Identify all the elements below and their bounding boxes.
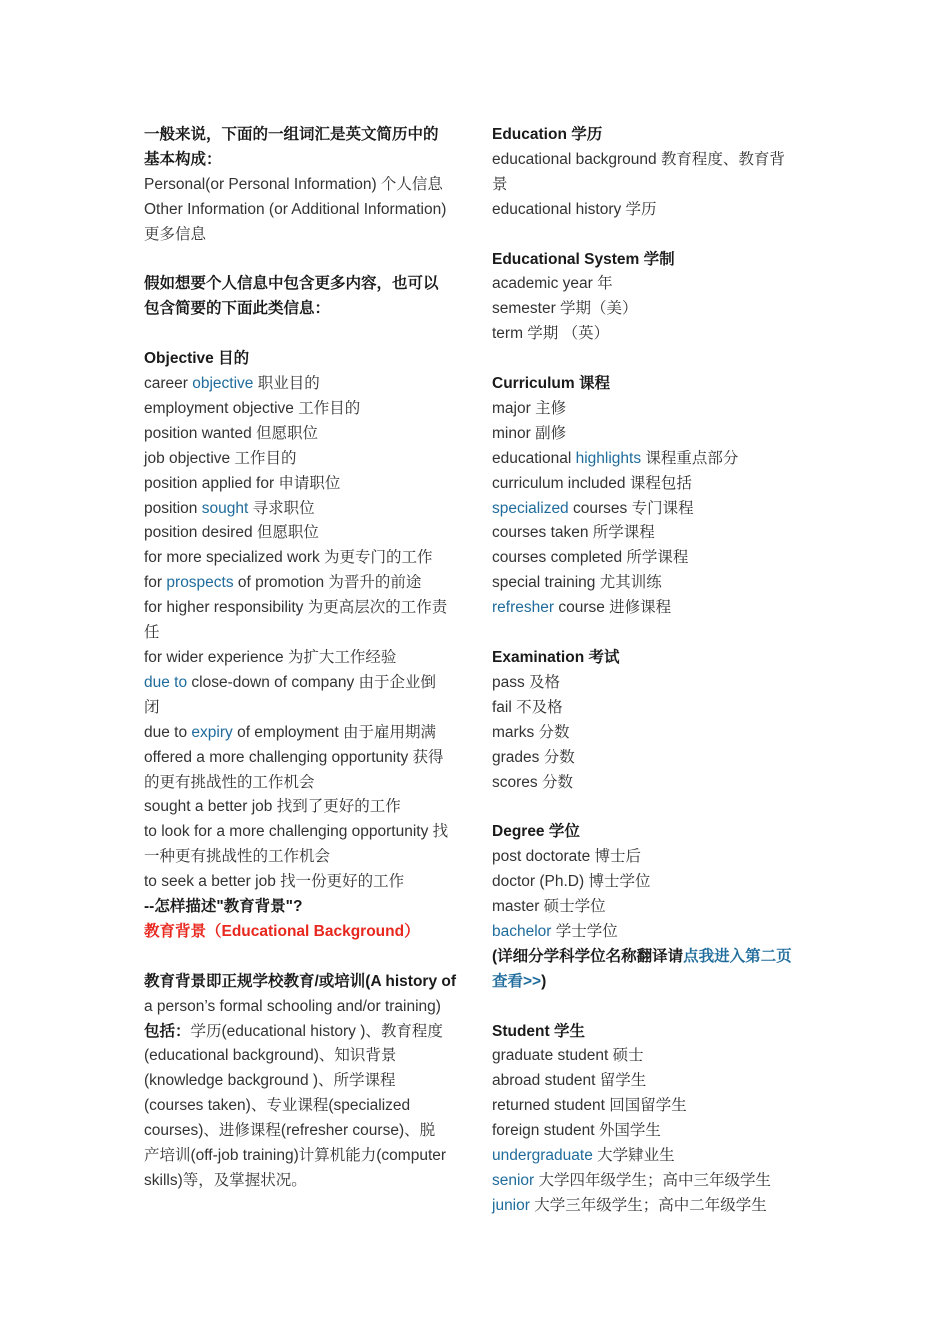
term-term: term 学期 （英） xyxy=(492,325,610,343)
term-other-information-cont: 更多信息 xyxy=(144,225,207,243)
edu-paragraph-text: 教育背景即正规学校教育/或培训(A history of xyxy=(144,972,457,990)
term-senior xyxy=(492,1169,804,1194)
term-master: master 硕士学位 xyxy=(492,898,606,916)
edu-paragraph-text: 学历(educational history )、教育程度 xyxy=(190,1022,443,1040)
intro-heading: 一般来说，下面的一组词汇是英文简历中的 xyxy=(144,126,439,143)
term-due-to-closedown xyxy=(144,671,460,696)
edu-paragraph-line: a person’s formal schooling and/or training) xyxy=(144,997,441,1015)
term-wider-experience: for wider experience 为扩大工作经验 xyxy=(144,649,397,666)
term-position-sought xyxy=(144,497,460,522)
spacer xyxy=(492,621,804,646)
term-specialized-courses xyxy=(492,497,804,522)
term-marks: marks 分数 xyxy=(492,723,570,741)
keyword-link-expiry[interactable]: expiry xyxy=(191,723,233,741)
term-position-wanted: position wanted 但愿职位 xyxy=(144,424,319,442)
right-column xyxy=(492,123,804,1219)
spacer xyxy=(144,248,460,273)
term-educational-background-cont: 景 xyxy=(492,175,508,193)
extra-info-heading-cont: 包含简要的下面此类信息： xyxy=(144,300,331,318)
term-text: 大学肄业生 xyxy=(592,1147,675,1165)
term-graduate-student: graduate student 硕士 xyxy=(492,1047,644,1065)
term-text: 职业目的 xyxy=(253,375,320,393)
term-minor: minor 副修 xyxy=(492,424,567,442)
term-educational-background: educational background 教育程度、教育背 xyxy=(492,150,785,168)
keyword-link-refresher[interactable]: refresher xyxy=(492,599,555,617)
term-offered-opportunity-cont: 的更有挑战性的工作机会 xyxy=(144,773,315,791)
term-courses-taken: courses taken 所学课程 xyxy=(492,524,655,542)
detail-text: ) xyxy=(541,972,547,990)
education-heading: Education 学历 xyxy=(492,126,603,143)
keyword-link-highlights[interactable]: highlights xyxy=(575,449,642,467)
edu-paragraph-line: (knowledge background )、所学课程 xyxy=(144,1072,396,1090)
spacer xyxy=(144,945,460,970)
term-returned-student: returned student 回国留学生 xyxy=(492,1097,687,1115)
keyword-link-senior[interactable]: senior xyxy=(492,1171,535,1189)
spacer xyxy=(492,795,804,820)
term-text: of employment 由于雇用期满 xyxy=(232,723,437,741)
detail-text: (详细分学科学位名称翻译请 xyxy=(492,947,684,965)
keyword-link-bachelor[interactable]: bachelor xyxy=(492,922,552,940)
term-position-desired: position desired 但愿职位 xyxy=(144,524,319,542)
term-seek-better-job: to seek a better job 找一份更好的工作 xyxy=(144,873,405,891)
term-due-to-closedown-cont: 闭 xyxy=(144,698,160,716)
term-sought-better-job: sought a better job 找到了更好的工作 xyxy=(144,798,401,816)
term-academic-year: academic year 年 xyxy=(492,275,613,293)
keyword-link-specialized[interactable]: specialized xyxy=(492,499,569,517)
second-page-link-cont[interactable]: 查看>> xyxy=(492,972,542,990)
term-career-objective xyxy=(144,372,460,397)
term-educational-highlights xyxy=(492,447,804,472)
term-higher-responsibility: for higher responsibility 为更高层次的工作责 xyxy=(144,599,448,617)
spacer xyxy=(144,322,460,347)
term-text: 大学三年级学生；高中二年级学生 xyxy=(529,1196,767,1214)
term-look-for-opportunity-cont: 一种更有挑战性的工作机会 xyxy=(144,848,331,866)
term-educational-history: educational history 学历 xyxy=(492,200,657,218)
how-to-describe-heading: --怎样描述"教育背景"? xyxy=(144,898,303,916)
term-fail: fail 不及格 xyxy=(492,698,563,716)
term-text: for xyxy=(144,574,167,592)
educational-system-heading: Educational System 学制 xyxy=(492,250,675,268)
degree-detail-note xyxy=(492,945,804,970)
term-junior xyxy=(492,1194,804,1219)
term-text: position xyxy=(144,499,202,517)
term-text: career xyxy=(144,375,193,393)
objective-heading: Objective 目的 xyxy=(144,350,250,368)
curriculum-heading: Curriculum 课程 xyxy=(492,375,610,393)
term-undergraduate xyxy=(492,1144,804,1169)
term-foreign-student: foreign student 外国学生 xyxy=(492,1122,661,1140)
term-post-doctorate: post doctorate 博士后 xyxy=(492,848,642,866)
term-text: 大学四年级学生；高中三年级学生 xyxy=(534,1171,772,1189)
term-look-for-opportunity: to look for a more challenging opportunity 找 xyxy=(144,823,449,841)
term-scores: scores 分数 xyxy=(492,773,573,791)
edu-paragraph-line: courses)、进修课程(refresher course)、脱 xyxy=(144,1122,436,1140)
intro-heading-cont: 基本构成： xyxy=(144,150,222,168)
term-employment-objective: employment objective 工作目的 xyxy=(144,399,361,417)
term-text: courses 专门课程 xyxy=(568,499,694,517)
degree-detail-note-cont xyxy=(492,970,804,995)
term-text: due to xyxy=(144,723,192,741)
term-prospects xyxy=(144,571,460,596)
term-courses-completed: courses completed 所学课程 xyxy=(492,549,689,567)
edu-paragraph-line: (courses taken)、专业课程(specialized xyxy=(144,1097,411,1115)
extra-info-heading: 假如想要个人信息中包含更多内容，也可以 xyxy=(144,275,439,293)
term-offered-opportunity: offered a more challenging opportunity 获得 xyxy=(144,748,444,766)
edu-paragraph-line: 产培训(off-job training)计算机能力(computer xyxy=(144,1147,447,1165)
term-text: close-down of company 由于企业倒 xyxy=(187,673,437,691)
term-text: 寻求职位 xyxy=(248,499,315,517)
term-text: 课程重点部分 xyxy=(641,449,739,467)
edu-paragraph-line: (educational background)、知识背景 xyxy=(144,1047,397,1065)
keyword-link-due-to[interactable]: due to xyxy=(144,673,188,691)
edu-paragraph-label: 包括： xyxy=(144,1022,191,1040)
term-special-training: special training 尤其训练 xyxy=(492,574,662,592)
left-column xyxy=(144,123,460,1194)
term-text: of promotion 为晋升的前途 xyxy=(233,574,422,592)
term-refresher-course xyxy=(492,596,804,621)
spacer xyxy=(492,223,804,248)
term-higher-responsibility-cont: 任 xyxy=(144,624,160,642)
edu-paragraph-line: skills)等，及掌握状况。 xyxy=(144,1172,307,1190)
term-other-information: Other Information (or Additional Information) xyxy=(144,200,447,218)
spacer xyxy=(492,995,804,1020)
keyword-link-sought[interactable]: sought xyxy=(201,499,249,517)
term-curriculum-included: curriculum included 课程包括 xyxy=(492,474,692,492)
term-text: educational xyxy=(492,449,576,467)
term-specialized-work: for more specialized work 为更专门的工作 xyxy=(144,549,433,567)
term-job-objective: job objective 工作目的 xyxy=(144,449,297,467)
keyword-link-junior[interactable]: junior xyxy=(492,1196,530,1214)
term-expiry xyxy=(144,721,460,746)
keyword-link-objective[interactable]: objective xyxy=(192,375,254,393)
keyword-link-prospects[interactable]: prospects xyxy=(166,574,234,592)
term-text: course 进修课程 xyxy=(554,599,672,617)
edu-paragraph-line xyxy=(144,970,460,995)
keyword-link-undergraduate[interactable]: undergraduate xyxy=(492,1147,593,1165)
student-heading: Student 学生 xyxy=(492,1022,585,1040)
second-page-link[interactable]: 点我进入第二页 xyxy=(683,947,792,965)
term-semester: semester 学期（美） xyxy=(492,300,638,318)
term-abroad-student: abroad student 留学生 xyxy=(492,1072,647,1090)
spacer xyxy=(492,347,804,372)
term-doctor: doctor (Ph.D) 博士学位 xyxy=(492,873,651,891)
educational-background-heading: 教育背景（Educational Background） xyxy=(144,922,420,940)
term-personal: Personal(or Personal Information) 个人信息 xyxy=(144,175,443,193)
term-bachelor xyxy=(492,920,804,945)
edu-paragraph-line xyxy=(144,1020,460,1045)
term-grades: grades 分数 xyxy=(492,748,575,766)
term-text: 学士学位 xyxy=(551,922,618,940)
term-pass: pass 及格 xyxy=(492,673,561,691)
examination-heading: Examination 考试 xyxy=(492,648,620,666)
degree-heading: Degree 学位 xyxy=(492,823,580,841)
term-major: major 主修 xyxy=(492,399,567,417)
term-position-applied: position applied for 申请职位 xyxy=(144,474,341,492)
